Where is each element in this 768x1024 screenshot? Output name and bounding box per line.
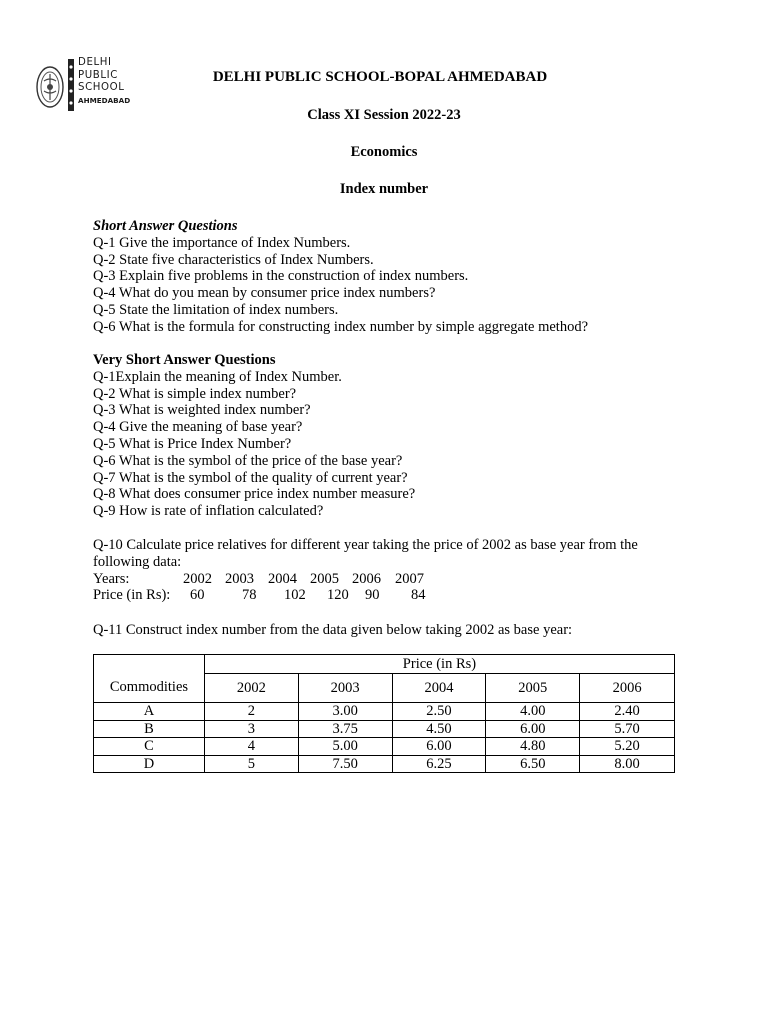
question: Q-1 Give the importance of Index Numbers. — [93, 234, 351, 251]
question-text: following data: — [93, 553, 182, 570]
table-cell: 2.40 — [580, 703, 675, 721]
table-cell: 4.00 — [486, 703, 580, 721]
question: Q-2 What is simple index number? — [93, 385, 297, 402]
group-header: Price (in Rs) — [204, 655, 674, 674]
short-answer-section — [93, 218, 693, 336]
table-cell: 5.70 — [580, 720, 675, 738]
table-cell: 6.00 — [392, 738, 486, 756]
question: Q-6 What is the symbol of the price of the base year? — [93, 452, 403, 469]
table-row — [94, 720, 675, 738]
table-cell: 4.50 — [392, 720, 486, 738]
year-value: 2007 — [395, 570, 424, 587]
question: Q-7 What is the symbol of the quality of current year? — [93, 469, 408, 486]
question-10 — [93, 537, 693, 604]
table-cell: A — [94, 703, 205, 721]
section-heading: Short Answer Questions — [93, 218, 238, 234]
year-value: 2006 — [352, 570, 381, 587]
table-cell: 2 — [204, 703, 298, 721]
question-text: Q-11 Construct index number from the data given below taking 2002 as base year: — [93, 622, 573, 638]
price-table — [93, 654, 675, 773]
table-cell: 5.00 — [298, 738, 392, 756]
year-value: 2005 — [310, 570, 339, 587]
table-cell: C — [94, 738, 205, 756]
question: Q-3 What is weighted index number? — [93, 402, 311, 419]
table-cell: 8.00 — [580, 755, 675, 773]
question: Q-8 What does consumer price index number measure? — [93, 486, 416, 503]
year-value: 2003 — [225, 570, 254, 587]
price-label: Price (in Rs): — [93, 587, 171, 604]
years-row — [93, 571, 693, 588]
subject-title: Economics — [350, 144, 418, 160]
price-value: 84 — [411, 587, 426, 604]
commodities-header: Commodities — [94, 674, 205, 703]
question: Q-4 Give the meaning of base year? — [93, 419, 303, 436]
year-header: 2003 — [298, 674, 392, 703]
table-cell: 4 — [204, 738, 298, 756]
years-label: Years: — [93, 570, 130, 587]
price-row — [93, 587, 693, 604]
table-cell: 5 — [204, 755, 298, 773]
school-title: DELHI PUBLIC SCHOOL-BOPAL AHMEDABAD — [212, 69, 548, 85]
question: Q-5 What is Price Index Number? — [93, 435, 292, 452]
table-cell: 4.80 — [486, 738, 580, 756]
table-cell: B — [94, 720, 205, 738]
year-header: 2006 — [580, 674, 675, 703]
table-cell: 2.50 — [392, 703, 486, 721]
year-value: 2004 — [268, 570, 297, 587]
logo-wordmark: DELHI PUBLIC SCHOOL AHMEDABAD — [78, 57, 131, 105]
section-heading: Very Short Answer Questions — [93, 352, 276, 368]
year-header: 2002 — [204, 674, 298, 703]
table-header-row — [94, 655, 675, 674]
very-short-answer-section — [93, 352, 693, 520]
question: Q-5 State the limitation of index numbers. — [93, 301, 339, 318]
table-cell: 6.50 — [486, 755, 580, 773]
table-row — [94, 738, 675, 756]
question: Q-2 State five characteristics of Index Numbers. — [93, 251, 374, 268]
table-cell: D — [94, 755, 205, 773]
question: Q-4 What do you mean by consumer price index numbers? — [93, 285, 436, 302]
table-cell: 6.00 — [486, 720, 580, 738]
table-header-row — [94, 674, 675, 703]
table-cell — [94, 655, 205, 674]
question-11 — [93, 622, 693, 639]
price-value: 90 — [365, 587, 380, 604]
question: Q-1Explain the meaning of Index Number. — [93, 368, 342, 385]
price-value: 78 — [242, 587, 257, 604]
question: Q-3 Explain five problems in the construction of index numbers. — [93, 268, 469, 285]
session-title: Class XI Session 2022-23 — [307, 107, 461, 123]
question-text: Q-10 Calculate price relatives for different year taking the price of 2002 as base year from the — [93, 537, 638, 553]
table-cell: 3.75 — [298, 720, 392, 738]
year-value: 2002 — [183, 570, 212, 587]
topic-title: Index number — [339, 181, 429, 197]
year-header: 2005 — [486, 674, 580, 703]
table-cell: 3.00 — [298, 703, 392, 721]
price-value: 120 — [327, 587, 349, 604]
price-value: 60 — [190, 587, 205, 604]
table-cell: 6.25 — [392, 755, 486, 773]
table-row — [94, 755, 675, 773]
question: Q-6 What is the formula for constructing index number by simple aggregate method? — [93, 318, 589, 335]
table-cell: 7.50 — [298, 755, 392, 773]
table-cell: 3 — [204, 720, 298, 738]
table-row — [94, 703, 675, 721]
table-cell: 5.20 — [580, 738, 675, 756]
question: Q-9 How is rate of inflation calculated? — [93, 503, 324, 520]
year-header: 2004 — [392, 674, 486, 703]
price-value: 102 — [284, 587, 306, 604]
